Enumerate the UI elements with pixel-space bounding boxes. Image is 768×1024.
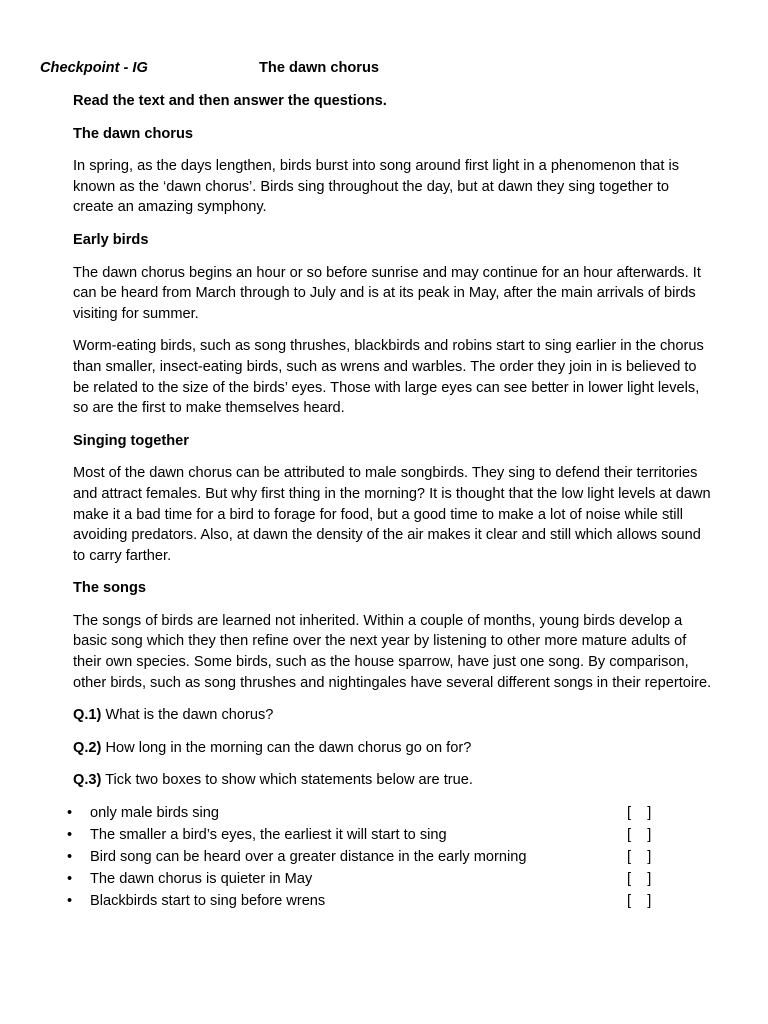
tick-box[interactable]: [ ]: [627, 849, 652, 866]
bullet-icon: •: [67, 827, 73, 844]
section-paragraph: In spring, as the days lengthen, birds burst into song around first light in a phenomenon that is known as the ‘dawn chorus’. Birds sing throughout the day, but at dawn they sing together to create an amazing symphony.: [73, 158, 680, 216]
statement-text: The smaller a bird’s eyes, the earliest it will start to sing: [90, 827, 447, 844]
section-paragraph: The dawn chorus begins an hour or so before sunrise and may continue for an hour afterwards. It can be heard from March through to July and is at its peak in May, after the main arrivals of birds visiting for summer.: [73, 264, 701, 322]
question-number: Q.1): [73, 707, 102, 724]
statement-item: [45, 847, 713, 869]
statement-text: Bird song can be heard over a greater distance in the early morning: [90, 849, 527, 866]
instruction: Read the text and then answer the questions.: [73, 93, 387, 109]
question-2: [73, 738, 713, 759]
question-text: How long in the morning can the dawn chorus go on for?: [105, 739, 472, 756]
header-title: The dawn chorus: [259, 60, 380, 76]
section-heading: Early birds: [73, 231, 149, 248]
statement-item: [45, 825, 713, 847]
bullet-icon: •: [67, 893, 73, 910]
question-number: Q.2): [73, 739, 102, 756]
question-1: [73, 705, 713, 726]
question-3: [73, 770, 713, 791]
section-paragraph: The songs of birds are learned not inherited. Within a couple of months, young birds develop a basic song which they then refine over the next year by listening to other more mature adults of their own species. Some birds, such as the house sparrow, have just one song. By comparison, other birds, such as song thrushes and nightingales have several different songs in their repertoire.: [73, 612, 712, 691]
tick-box[interactable]: [ ]: [627, 805, 652, 822]
question-number: Q.3): [73, 772, 102, 789]
section-heading: The dawn chorus: [73, 125, 194, 142]
statement-text: The dawn chorus is quieter in May: [90, 871, 313, 888]
section-the-songs: [73, 578, 713, 693]
tick-box[interactable]: [ ]: [627, 827, 652, 844]
statement-item: [45, 803, 713, 825]
bullet-icon: •: [67, 871, 73, 888]
statement-list: [67, 803, 713, 913]
header-course-label: Checkpoint - IG: [40, 60, 148, 76]
section-heading: The songs: [73, 580, 146, 597]
section-singing-together: [73, 431, 713, 567]
page-header: [40, 58, 740, 78]
section-paragraph: Most of the dawn chorus can be attributed to male songbirds. They sing to defend their territories and attract females. But why first thing in the morning? It is thought that the low light levels at dawn make it a bad time for a bird to forage for food, but a good time to make a lot of noise while still avoiding predators. Also, at dawn the density of the air makes it clear and still which allows sound to carry farther.: [73, 465, 711, 564]
tick-box[interactable]: [ ]: [627, 871, 652, 888]
statement-item: [45, 869, 713, 891]
bullet-icon: •: [67, 849, 73, 866]
section-early-birds: [73, 230, 713, 419]
statement-text: only male birds sing: [90, 805, 219, 822]
section-dawn-chorus: [73, 124, 713, 218]
question-text: What is the dawn chorus?: [105, 707, 274, 724]
document-body: [67, 91, 713, 913]
statement-text: Blackbirds start to sing before wrens: [90, 893, 326, 910]
section-heading: Singing together: [73, 432, 189, 449]
statement-item: [45, 891, 713, 913]
section-paragraph: Worm-eating birds, such as song thrushes, blackbirds and robins start to sing earlier in the chorus than smaller, insect-eating birds, such as wrens and warbles. The order they join in is believed to be related to the size of the birds’ eyes. Those with large eyes can see better in lower light levels, so are the first to make themselves heard.: [73, 338, 704, 417]
bullet-icon: •: [67, 805, 73, 822]
question-text: Tick two boxes to show which statements below are true.: [105, 772, 473, 789]
tick-box[interactable]: [ ]: [627, 893, 652, 910]
